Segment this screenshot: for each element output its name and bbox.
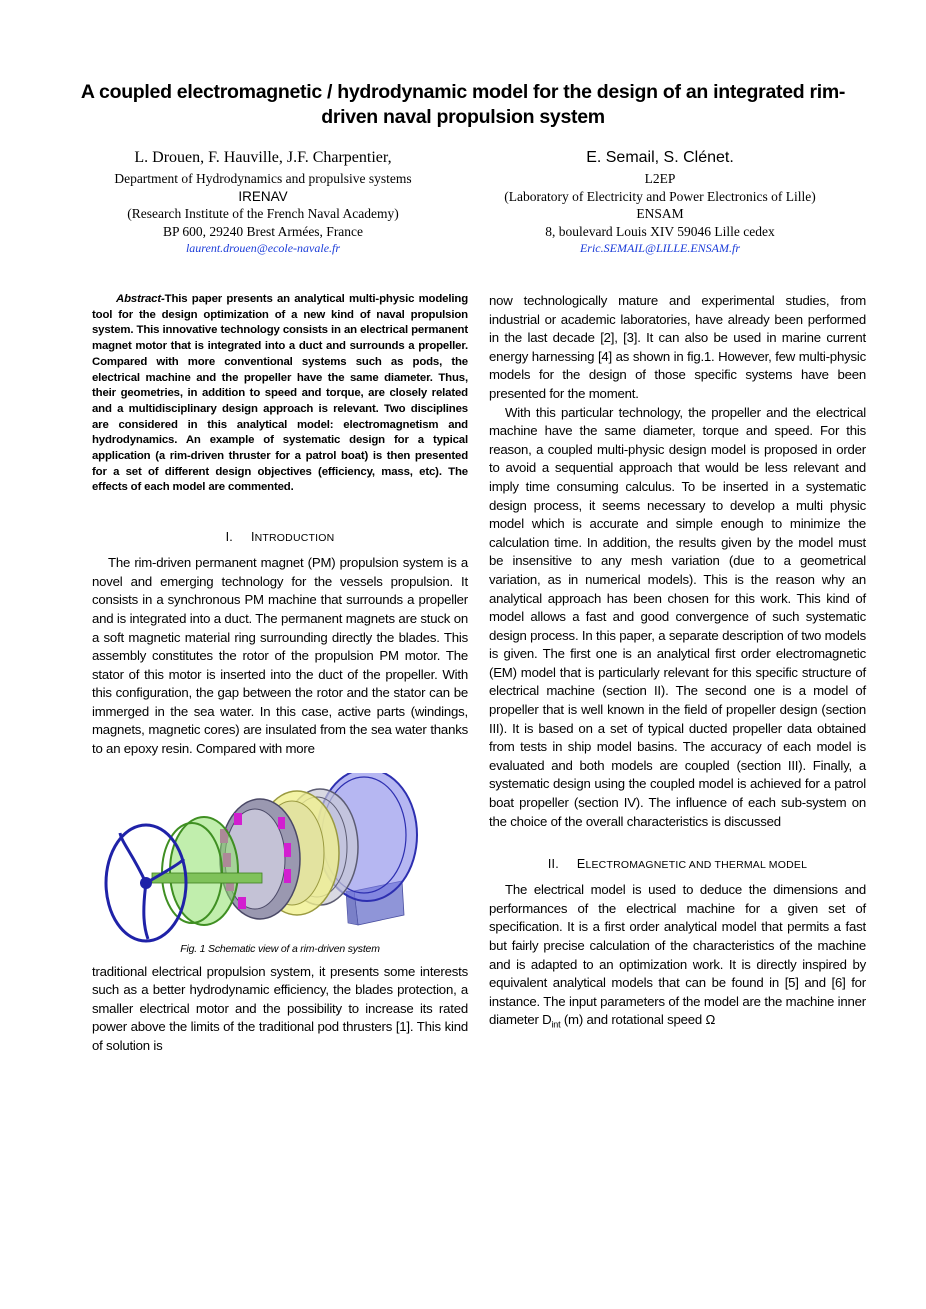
intro-paragraph-2: With this particular technology, the propeller and the electrical machine have the same diameter, torque and speed. For this reason, a coupled multi-physic design model is proposed in order to avoid a sequential approach that would be less relevant and imply time consuming calculus. To be inserted in a systematic design process, it seems necessary to develop a multi physic model which is accurate and simple enough to minimize the calculation time. In addition, the results given by the model must be insensitive to any mesh variation (due to a geometrical variation, as in numerical models). This is the reason why an analytical approach has been chosen for this work. This kind of model allows a fast and good convergence of such systematic design process. In this paper, a separate description of two models is given. The first one is an analytical first order electromagnetic (EM) model that is particularly relevant for this specific structure of electrical machine (section II). The second one is a model of propeller that is well known in the field of propeller design (section III). It is based on a set of typical ducted propeller data obtained from tests in ship model basins. The accuracy of each model is evaluated and both models are coupled (section III). Finally, a systematic design using the coupled model is achieved for a patrol boat propeller (section IV). The influence of each sub-system on the choice of the overall characteristics is discussed — [489, 404, 866, 829]
abstract-body: This paper presents an analytical multi-physic modeling tool for the design optimization of a new kind of naval propulsion system. This innovative technology consists in an electrical permanent magnet motor that is integrated into a duct and surrounds a propeller. Compared with more conventional systems such as pods, the electrical machine and the propeller have the same diameter. Thus, their geometries, in addition to speed and torque, are closely related and a multidisciplinary design approach is relevant. Two disciplines are considered in this analytical model: electromagnetism and hydrodynamics. An example of systematic design for a typical application (a rim-driven thruster for a patrol boat) is then presented for a set of different design objectives (efficiency, mass, etc). The effects of each model are commented. — [92, 293, 468, 494]
author-block-left — [80, 148, 446, 256]
intro-paragraph-1: The rim-driven permanent magnet (PM) propulsion system is a novel and emerging technology for the vessels propulsion. It consists in a synchronous PM machine that surrounds a propeller and is integrated into a duct. The permanent magnets are stuck on a soft magnetic material ring surrounding directly the blades. This assembly constitutes the rotor of the propulsion PM motor. The stator of this motor is inserted into the duct of the propeller. With this configuration, the gap between the rotor and the stator can be immerged in the sea water. In this case, active parts (windings, magnets, magnetic cores) are insulated from the sea water thanks to an epoxy resin. Compared with more — [92, 555, 468, 757]
author-names-right: E. Semail, S. Clénet. — [586, 149, 734, 166]
paper-title: A coupled electromagnetic / hydrodynamic model for the design of an integrated rim-driven naval propulsion system — [80, 81, 846, 128]
intro-paragraph-1-right: now technologically mature and experimental studies, from industrial or academic laboratories, have already been performed in the last decade [2], [3]. It can also be used in marine current energy harnessing [4] as shown in fig.1. However, few multi-physic models for the design of those specific systems have been presented for the moment. — [489, 293, 866, 401]
section-heading-introduction: I. INTRODUCTION — [225, 530, 335, 545]
abstract — [92, 292, 468, 496]
green-rings — [162, 817, 238, 925]
author-dept-left: Department of Hydrodynamics and propulsive systems — [114, 171, 412, 186]
electromagnetic-paragraph-1: The electrical model is used to deduce the dimensions and performances of the electrical machine for a given set of specification. It is a first order analytical model that permits a fast but fairly precise calculation of the characteristics of the machine and is adapted to an optimization work. It is directly inspired by equivalent analytical models that can be found in [5] and [6] for instance. The input parameters of the model are the machine inner diameter $D_{int}$ (m) and rotational speed Ω — [489, 882, 866, 1031]
author-address-left: BP 600, 29240 Brest Armées, France — [162, 223, 364, 239]
propeller-hub — [152, 873, 262, 883]
author-email-right[interactable]: Eric.SEMAIL@LILLE.ENSAM.fr — [579, 241, 741, 255]
rim-driven-schematic — [92, 773, 468, 943]
author-lab-full-right: (Laboratory of Electricity and Power Electronics of Lille) — [504, 188, 816, 204]
intro-paragraph-1-continued: traditional electrical propulsion system, it presents some interests such as a better hydrodynamic efficiency, the blades protection, a smaller electrical motor and the possibility to increase its rated power above the limits of the traditional pod thrusters [1]. This kind of solution is — [92, 963, 468, 1054]
author-lab-right: L2EP — [644, 171, 676, 186]
author-block-right — [476, 148, 844, 256]
abstract-lead: Abstract- — [116, 293, 165, 305]
left-column — [92, 292, 468, 1056]
author-names-left: L. Drouen, F. Hauville, J.F. Charpentier, — [134, 149, 392, 166]
author-address-right: 8, boulevard Louis XIV 59046 Lille cedex — [545, 223, 775, 239]
figure-caption: Fig. 1 Schematic view of a rim-driven system — [180, 942, 380, 955]
author-institute-left: (Research Institute of the French Naval Academy) — [127, 206, 399, 221]
author-lab-left: IRENAV — [238, 188, 288, 204]
section-heading-electromagnetic: II. ELECTROMAGNETIC AND THERMAL MODEL — [547, 857, 808, 872]
figure-rim-driven-system — [92, 773, 468, 943]
author-email-left[interactable]: laurent.drouen@ecole-navale.fr — [185, 241, 341, 255]
right-column — [489, 292, 866, 1035]
author-school-right: ENSAM — [636, 206, 684, 221]
